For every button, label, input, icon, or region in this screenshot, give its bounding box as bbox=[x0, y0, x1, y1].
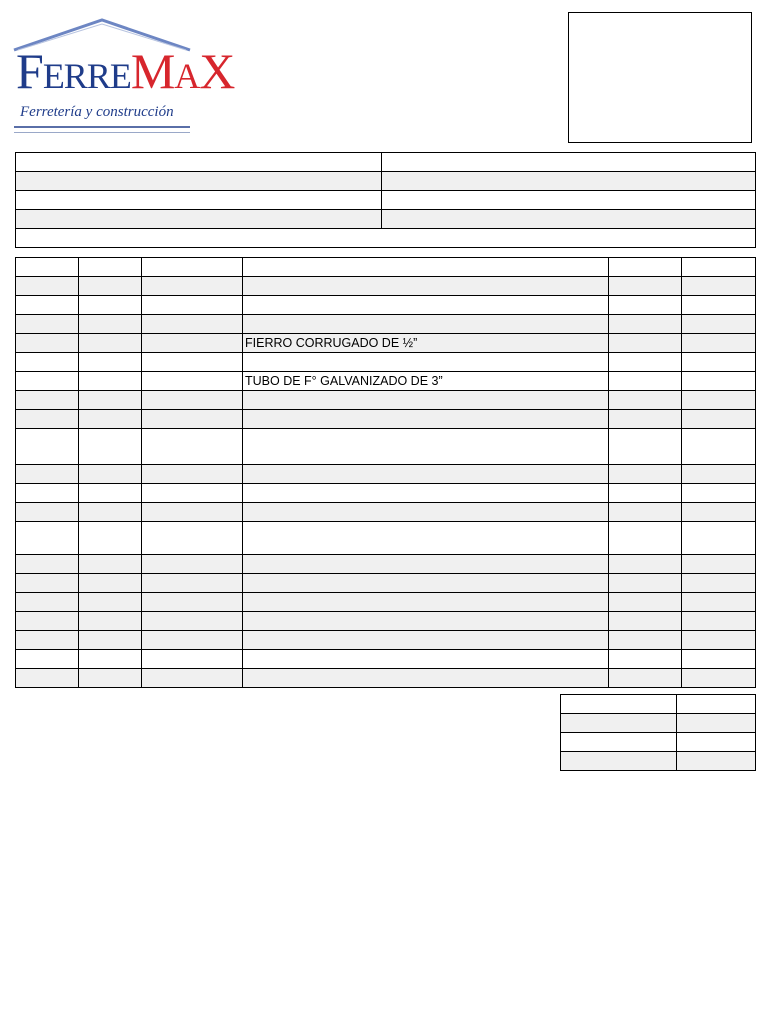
unit-cell[interactable] bbox=[142, 391, 243, 410]
unit-cell[interactable] bbox=[142, 296, 243, 315]
totals-row bbox=[561, 733, 756, 752]
table-row bbox=[16, 522, 756, 555]
price-cell[interactable] bbox=[609, 296, 682, 315]
code-cell[interactable] bbox=[16, 277, 79, 296]
info-row bbox=[16, 229, 756, 248]
info-cell[interactable] bbox=[382, 191, 756, 210]
ferremax-logo bbox=[12, 16, 235, 138]
info-row bbox=[16, 172, 756, 191]
code-cell[interactable] bbox=[16, 296, 79, 315]
table-row bbox=[16, 574, 756, 593]
qty-cell[interactable] bbox=[79, 522, 142, 555]
totals-table bbox=[560, 694, 756, 771]
unit-cell[interactable] bbox=[142, 574, 243, 593]
header-cell bbox=[609, 258, 682, 277]
price-cell[interactable] bbox=[609, 669, 682, 688]
table-row bbox=[16, 503, 756, 522]
total-cell[interactable] bbox=[682, 522, 756, 555]
unit-cell[interactable] bbox=[142, 612, 243, 631]
code-cell[interactable] bbox=[16, 555, 79, 574]
info-cell[interactable] bbox=[16, 191, 382, 210]
table-row bbox=[16, 277, 756, 296]
price-cell[interactable] bbox=[609, 503, 682, 522]
table-row bbox=[16, 612, 756, 631]
qty-cell[interactable] bbox=[79, 650, 142, 669]
totals-value-cell[interactable] bbox=[677, 714, 756, 733]
qty-cell[interactable] bbox=[79, 429, 142, 465]
description-cell[interactable] bbox=[243, 391, 609, 410]
code-cell[interactable] bbox=[16, 612, 79, 631]
price-cell[interactable] bbox=[609, 315, 682, 334]
price-cell[interactable] bbox=[609, 522, 682, 555]
description-cell[interactable] bbox=[243, 296, 609, 315]
table-row bbox=[16, 372, 756, 391]
description-cell[interactable] bbox=[243, 669, 609, 688]
header-cell bbox=[16, 258, 79, 277]
total-cell[interactable] bbox=[682, 484, 756, 503]
code-cell[interactable] bbox=[16, 503, 79, 522]
table-row bbox=[16, 555, 756, 574]
info-cell[interactable] bbox=[16, 210, 382, 229]
description-cell[interactable] bbox=[243, 593, 609, 612]
total-cell[interactable] bbox=[682, 334, 756, 353]
table-row bbox=[16, 410, 756, 429]
tagline-underline-thin bbox=[14, 132, 190, 133]
description-cell[interactable] bbox=[243, 503, 609, 522]
customer-info-table bbox=[15, 152, 756, 248]
price-cell[interactable] bbox=[609, 612, 682, 631]
tagline-underline bbox=[14, 126, 190, 128]
table-row bbox=[16, 484, 756, 503]
description-cell[interactable] bbox=[243, 353, 609, 372]
description-cell[interactable] bbox=[243, 465, 609, 484]
unit-cell[interactable] bbox=[142, 429, 243, 465]
info-cell[interactable] bbox=[16, 153, 382, 172]
description-cell[interactable]: TUBO DE F° GALVANIZADO DE 3” bbox=[243, 372, 609, 391]
code-cell[interactable] bbox=[16, 334, 79, 353]
info-cell[interactable] bbox=[382, 210, 756, 229]
price-cell[interactable] bbox=[609, 391, 682, 410]
total-cell[interactable] bbox=[682, 631, 756, 650]
qty-cell[interactable] bbox=[79, 334, 142, 353]
header-cell bbox=[682, 258, 756, 277]
qty-cell[interactable] bbox=[79, 410, 142, 429]
total-cell[interactable] bbox=[682, 612, 756, 631]
table-header-row bbox=[16, 258, 756, 277]
qty-cell[interactable] bbox=[79, 465, 142, 484]
price-cell[interactable] bbox=[609, 631, 682, 650]
brand-tagline: Ferretería y construcción bbox=[20, 104, 174, 120]
unit-cell[interactable] bbox=[142, 669, 243, 688]
code-cell[interactable] bbox=[16, 484, 79, 503]
table-row bbox=[16, 391, 756, 410]
totals-label-cell bbox=[561, 714, 677, 733]
totals-value-cell[interactable] bbox=[677, 752, 756, 771]
price-cell[interactable] bbox=[609, 353, 682, 372]
code-cell[interactable] bbox=[16, 650, 79, 669]
info-cell-wide[interactable] bbox=[16, 229, 756, 248]
table-row bbox=[16, 296, 756, 315]
total-cell[interactable] bbox=[682, 465, 756, 484]
unit-cell[interactable] bbox=[142, 277, 243, 296]
total-cell[interactable] bbox=[682, 650, 756, 669]
price-cell[interactable] bbox=[609, 593, 682, 612]
total-cell[interactable] bbox=[682, 593, 756, 612]
code-cell[interactable] bbox=[16, 391, 79, 410]
header-cell bbox=[79, 258, 142, 277]
code-cell[interactable] bbox=[16, 410, 79, 429]
total-cell[interactable] bbox=[682, 429, 756, 465]
totals-value-cell[interactable] bbox=[677, 695, 756, 714]
description-cell[interactable] bbox=[243, 410, 609, 429]
description-cell[interactable] bbox=[243, 650, 609, 669]
description-cell[interactable]: FIERRO CORRUGADO DE ½” bbox=[243, 334, 609, 353]
table-row bbox=[16, 669, 756, 688]
qty-cell[interactable] bbox=[79, 669, 142, 688]
total-cell[interactable] bbox=[682, 277, 756, 296]
description-cell[interactable] bbox=[243, 277, 609, 296]
description-cell[interactable] bbox=[243, 631, 609, 650]
table-row bbox=[16, 631, 756, 650]
table-row bbox=[16, 465, 756, 484]
header-cell bbox=[142, 258, 243, 277]
qty-cell[interactable] bbox=[79, 277, 142, 296]
unit-cell[interactable] bbox=[142, 593, 243, 612]
total-cell[interactable] bbox=[682, 296, 756, 315]
qty-cell[interactable] bbox=[79, 574, 142, 593]
total-cell[interactable] bbox=[682, 315, 756, 334]
code-cell[interactable] bbox=[16, 522, 79, 555]
total-cell[interactable] bbox=[682, 555, 756, 574]
items-table bbox=[15, 257, 756, 688]
table-row bbox=[16, 334, 756, 353]
code-cell[interactable] bbox=[16, 315, 79, 334]
qty-cell[interactable] bbox=[79, 555, 142, 574]
unit-cell[interactable] bbox=[142, 315, 243, 334]
price-cell[interactable] bbox=[609, 465, 682, 484]
info-cell[interactable] bbox=[382, 172, 756, 191]
total-cell[interactable] bbox=[682, 574, 756, 593]
qty-cell[interactable] bbox=[79, 372, 142, 391]
total-cell[interactable] bbox=[682, 372, 756, 391]
qty-cell[interactable] bbox=[79, 296, 142, 315]
unit-cell[interactable] bbox=[142, 353, 243, 372]
total-cell[interactable] bbox=[682, 669, 756, 688]
totals-label-cell bbox=[561, 695, 677, 714]
qty-cell[interactable] bbox=[79, 631, 142, 650]
price-cell[interactable] bbox=[609, 650, 682, 669]
table-row bbox=[16, 429, 756, 465]
info-cell[interactable] bbox=[382, 153, 756, 172]
code-cell[interactable] bbox=[16, 669, 79, 688]
unit-cell[interactable] bbox=[142, 555, 243, 574]
unit-cell[interactable] bbox=[142, 503, 243, 522]
unit-cell[interactable] bbox=[142, 334, 243, 353]
total-cell[interactable] bbox=[682, 503, 756, 522]
table-row bbox=[16, 315, 756, 334]
total-cell[interactable] bbox=[682, 353, 756, 372]
unit-cell[interactable] bbox=[142, 410, 243, 429]
totals-row bbox=[561, 752, 756, 771]
info-row bbox=[16, 153, 756, 172]
qty-cell[interactable] bbox=[79, 484, 142, 503]
price-cell[interactable] bbox=[609, 410, 682, 429]
info-cell[interactable] bbox=[16, 172, 382, 191]
description-cell[interactable] bbox=[243, 522, 609, 555]
qty-cell[interactable] bbox=[79, 612, 142, 631]
unit-cell[interactable] bbox=[142, 465, 243, 484]
qty-cell[interactable] bbox=[79, 353, 142, 372]
qty-cell[interactable] bbox=[79, 391, 142, 410]
unit-cell[interactable] bbox=[142, 484, 243, 503]
brand-name: FERREMAX bbox=[16, 43, 235, 99]
code-cell[interactable] bbox=[16, 353, 79, 372]
code-cell[interactable] bbox=[16, 372, 79, 391]
price-cell[interactable] bbox=[609, 484, 682, 503]
document-number-box bbox=[568, 12, 752, 143]
totals-value-cell[interactable] bbox=[677, 733, 756, 752]
price-cell[interactable] bbox=[609, 334, 682, 353]
unit-cell[interactable] bbox=[142, 650, 243, 669]
totals-row bbox=[561, 714, 756, 733]
description-cell[interactable] bbox=[243, 555, 609, 574]
table-row bbox=[16, 353, 756, 372]
code-cell[interactable] bbox=[16, 574, 79, 593]
table-row bbox=[16, 593, 756, 612]
price-cell[interactable] bbox=[609, 574, 682, 593]
description-cell[interactable] bbox=[243, 484, 609, 503]
description-cell[interactable] bbox=[243, 612, 609, 631]
total-cell[interactable] bbox=[682, 410, 756, 429]
description-cell[interactable] bbox=[243, 429, 609, 465]
table-row bbox=[16, 650, 756, 669]
unit-cell[interactable] bbox=[142, 522, 243, 555]
unit-cell[interactable] bbox=[142, 372, 243, 391]
totals-label-cell bbox=[561, 733, 677, 752]
code-cell[interactable] bbox=[16, 465, 79, 484]
info-row bbox=[16, 210, 756, 229]
total-cell[interactable] bbox=[682, 391, 756, 410]
code-cell[interactable] bbox=[16, 593, 79, 612]
code-cell[interactable] bbox=[16, 429, 79, 465]
price-cell[interactable] bbox=[609, 372, 682, 391]
qty-cell[interactable] bbox=[79, 503, 142, 522]
description-cell[interactable] bbox=[243, 574, 609, 593]
description-cell[interactable] bbox=[243, 315, 609, 334]
unit-cell[interactable] bbox=[142, 631, 243, 650]
info-row bbox=[16, 191, 756, 210]
price-cell[interactable] bbox=[609, 429, 682, 465]
totals-label-cell bbox=[561, 752, 677, 771]
totals-row bbox=[561, 695, 756, 714]
header-cell bbox=[243, 258, 609, 277]
price-cell[interactable] bbox=[609, 555, 682, 574]
code-cell[interactable] bbox=[16, 631, 79, 650]
qty-cell[interactable] bbox=[79, 315, 142, 334]
price-cell[interactable] bbox=[609, 277, 682, 296]
qty-cell[interactable] bbox=[79, 593, 142, 612]
